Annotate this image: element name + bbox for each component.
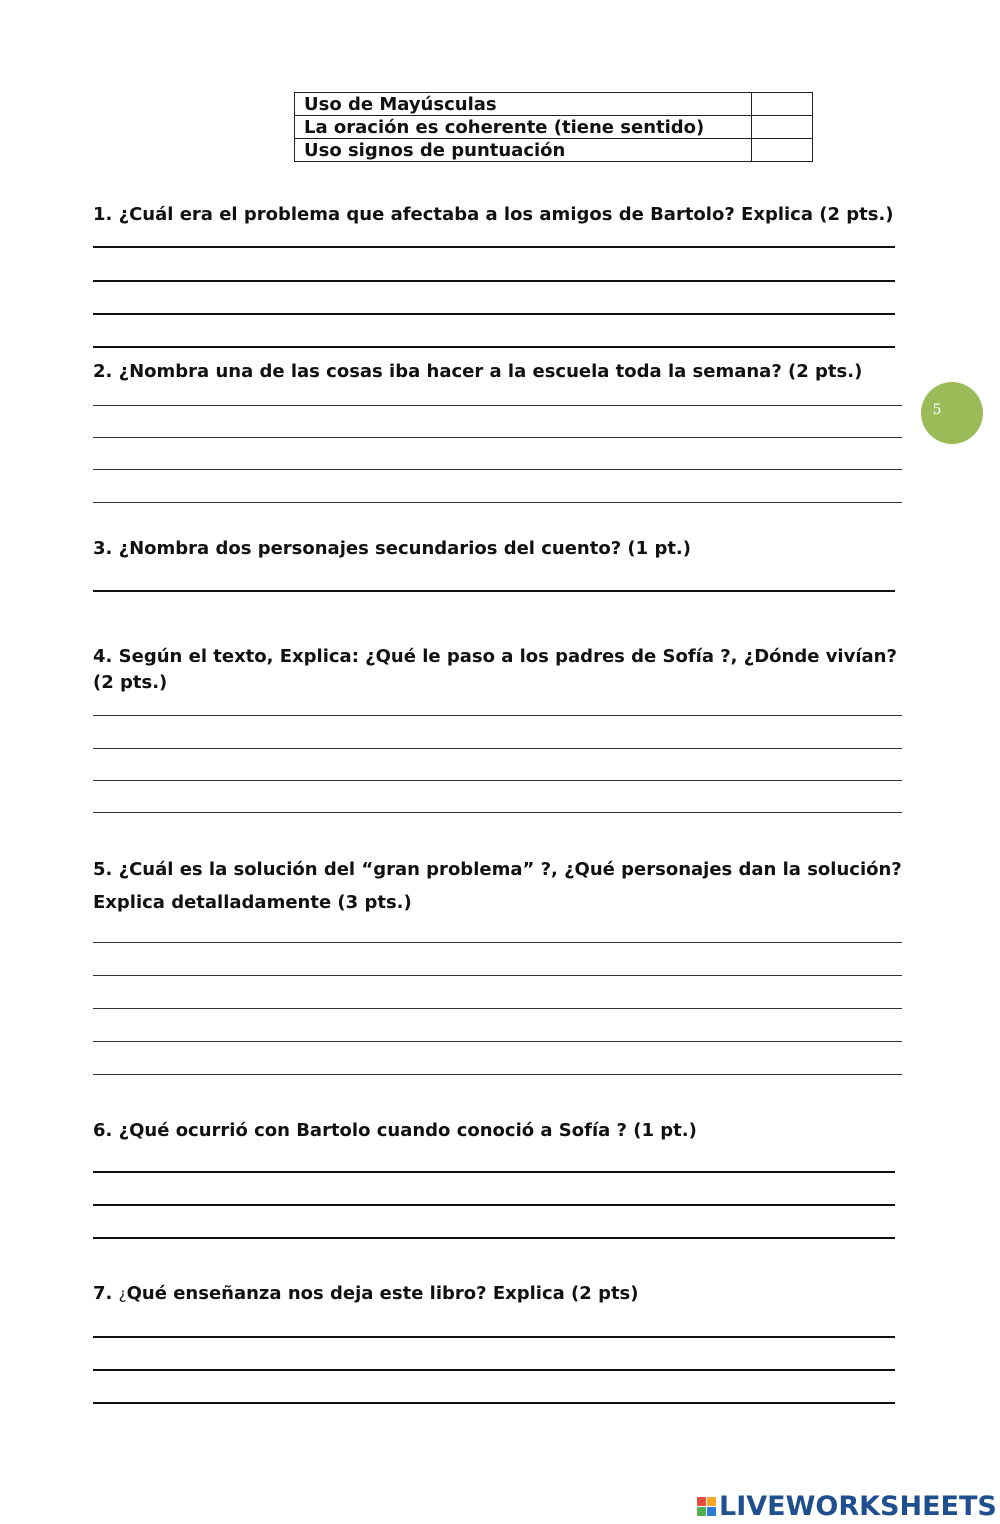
liveworksheets-brand [697,1489,997,1523]
rubric-score-cell[interactable] [752,93,813,116]
answer-line[interactable] [93,942,902,943]
question-5-continuation [93,890,903,916]
rubric-criterion: Uso signos de puntuación [295,139,752,162]
logo-square [707,1497,716,1506]
answer-line[interactable] [93,1369,895,1371]
answer-line[interactable] [93,1237,895,1239]
question-text: ¿Nombra dos personajes secundarios del cuento? (1 pt.) [118,538,691,559]
question-number: 1. [93,204,113,225]
question-number: 2. [93,361,113,382]
question-text: Qué enseñanza nos deja este libro? Explica (2 pts) [126,1283,639,1304]
question-number: 6. [93,1120,113,1141]
rubric-table [294,92,813,162]
answer-line[interactable] [93,715,902,716]
question-6 [93,1118,903,1144]
answer-line[interactable] [93,1074,902,1075]
question-number: 5. [93,859,113,880]
question-3 [93,536,903,562]
question-prefix: ¿ [118,1285,127,1303]
answer-line[interactable] [93,280,895,282]
answer-line[interactable] [93,346,895,348]
question-text: Según el texto, Explica: ¿Qué le paso a los padres de Sofía ?, ¿Dónde vivían? (2 pts.) [93,646,897,693]
answer-line[interactable] [93,1041,902,1042]
answer-line[interactable] [93,405,902,406]
logo-square [697,1497,706,1506]
rubric-score-cell[interactable] [752,116,813,139]
logo-square [697,1507,706,1516]
question-text: ¿Cuál era el problema que afectaba a los amigos de Bartolo? Explica (2 pts.) [118,204,894,225]
question-7 [93,1281,903,1307]
answer-line[interactable] [93,812,902,813]
question-1 [93,202,903,228]
rubric-criterion: La oración es coherente (tiene sentido) [295,116,752,139]
question-5 [93,857,903,883]
answer-line[interactable] [93,1171,895,1173]
rubric-score-cell[interactable] [752,139,813,162]
answer-line[interactable] [93,1402,895,1404]
answer-line[interactable] [93,469,902,470]
answer-line[interactable] [93,1008,902,1009]
rubric-row [295,139,813,162]
answer-line[interactable] [93,1336,895,1338]
logo-square [707,1507,716,1516]
answer-line[interactable] [93,437,902,438]
rubric-row [295,116,813,139]
answer-line[interactable] [93,313,895,315]
question-2 [93,359,903,385]
question-number: 7. [93,1283,113,1304]
page-number-badge [921,382,983,444]
question-text: ¿Cuál es la solución del “gran problema” ?, ¿Qué personajes dan la solución? [118,859,902,880]
answer-line[interactable] [93,590,895,592]
answer-line[interactable] [93,246,895,248]
page-number: 5 [932,402,942,418]
rubric-criterion: Uso de Mayúsculas [295,93,752,116]
question-4 [93,644,903,696]
question-text: Explica detalladamente (3 pts.) [93,892,412,913]
answer-line[interactable] [93,748,902,749]
answer-line[interactable] [93,1204,895,1206]
question-text: ¿Qué ocurrió con Bartolo cuando conoció a Sofía ? (1 pt.) [118,1120,697,1141]
question-number: 3. [93,538,113,559]
rubric-row [295,93,813,116]
answer-line[interactable] [93,502,902,503]
liveworksheets-logo-icon [697,1497,716,1516]
question-number: 4. [93,646,113,667]
answer-line[interactable] [93,975,902,976]
brand-name: LIVEWORKSHEETS [719,1490,997,1522]
question-text: ¿Nombra una de las cosas iba hacer a la escuela toda la semana? (2 pts.) [118,361,863,382]
answer-line[interactable] [93,780,902,781]
